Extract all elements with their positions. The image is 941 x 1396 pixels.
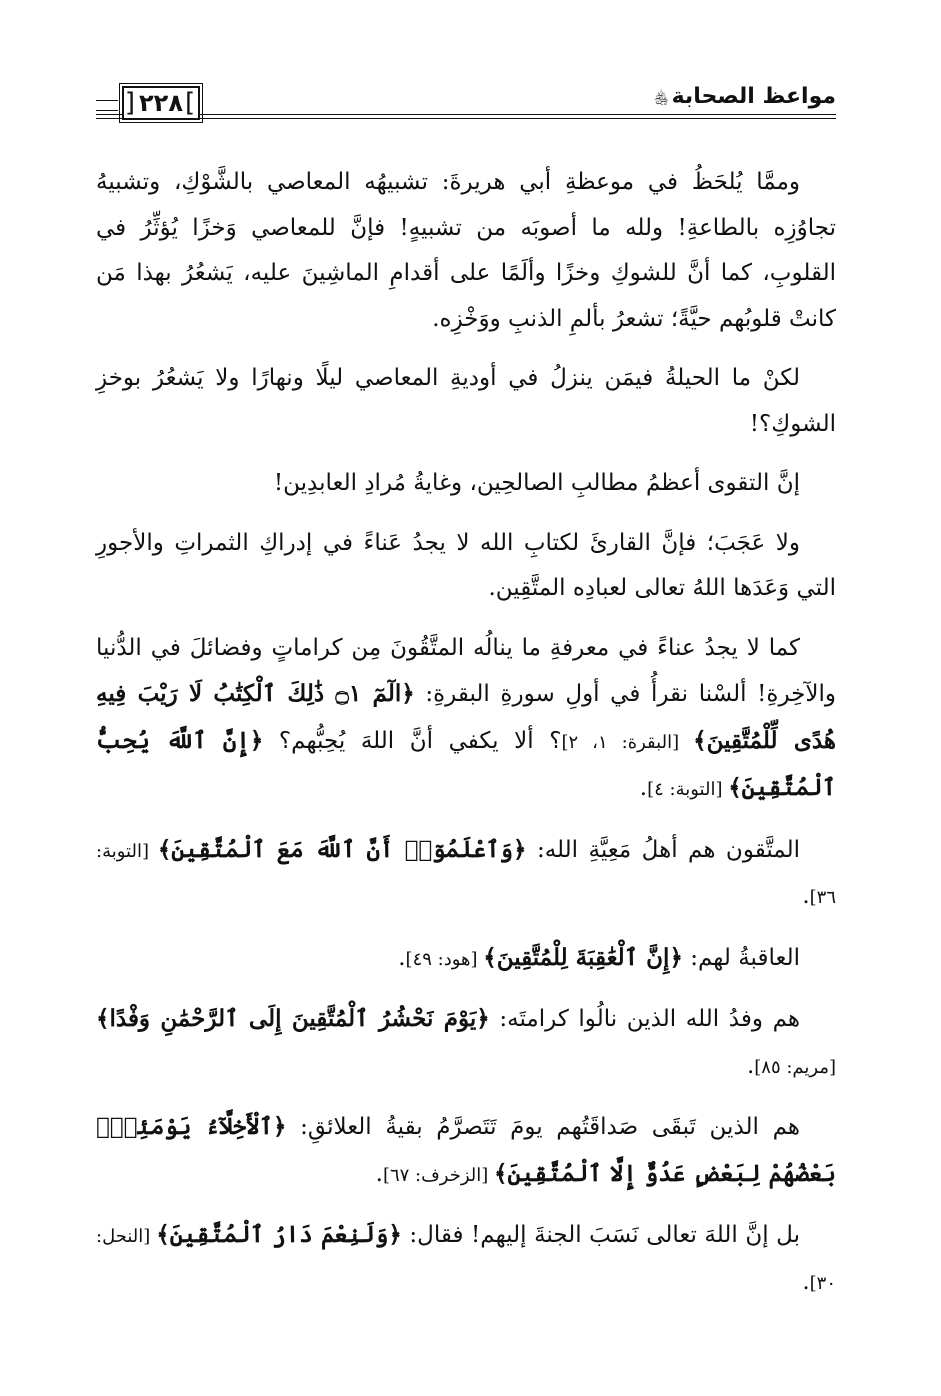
paragraph-text: ؟ ألا يكفي أنَّ اللهَ يُحِبُّهم؟ [263,727,562,754]
paragraph [96,461,836,507]
punctuation: . [639,775,648,801]
page-number-box [122,86,200,120]
running-title [653,84,836,110]
page-number: ٢٢٨ [139,89,183,117]
paragraph [96,160,836,342]
paragraph-text: إنَّ التقوى أعظمُ مطالبِ الصالحِين، وغايةُ مُرادِ العابدِين! [273,470,800,496]
book-title: مواعظ الصحابة [671,84,836,109]
verse-reference: [النحل: ٣٠] [96,1226,836,1294]
punctuation: . [398,944,406,971]
body-text [96,160,836,1306]
paragraph [96,827,836,921]
quran-verse: ﴿إِنَّ ٱللَّهَ يُحِبُّ ٱلْمُتَّقِينَ﴾ [96,726,836,801]
verse-reference: [التوبة: ٤] [647,779,729,800]
verse-reference: [البقرة: ١، ٢] [561,731,694,753]
paragraph [96,626,836,813]
paragraph [96,935,836,983]
paragraph [96,521,836,612]
paragraph [96,996,836,1090]
paragraph-text: هم الذين تَبقَى صَداقَتُهم يومَ تَتَصرَّمُ بقيةُ العلائقِ: [286,1114,800,1140]
paragraph-text: العاقبةُ لهم: [682,944,800,971]
verse-reference: [التوبة: ٣٦] [96,840,836,908]
quran-verse: ﴿وَلَنِعْمَ دَارُ ٱلْمُتَّقِينَ﴾ [156,1221,402,1248]
paragraph [96,1104,836,1198]
page-number-bracket: [ [124,88,138,118]
verse-reference: [هود: ٤٩] [405,948,484,970]
quran-verse: ﴿إِنَّ ٱلْعَٰقِبَةَ لِلْمُتَّقِينَ﴾ [483,943,683,971]
header-ornament-rules [96,100,118,111]
quran-verse: ﴿وَٱعْلَمُوٓا۟ أَنَّ ٱللَّهَ مَعَ ٱلْمُتَّقِينَ﴾ [157,835,527,863]
paragraph-text: كما لا يجدُ عناءً في معرفةِ ما ينالُه المتَّقُونَ مِن كراماتٍ وفضائلَ في الدُّنيا والآخِرةِ! ألسْنا نقرأُ في أولِ سورةِ البقرةِ: [96,634,836,707]
paragraph-text: بل إنَّ اللهَ تعالى نَسَبَ الجنةَ إليهم! فقال: [401,1222,800,1248]
quran-verse: ﴿الٓمٓ ۝١ ذَٰلِكَ ٱلْكِتَٰبُ لَا رَيْبَ فِيهِ هُدًى لِّلْمُتَّقِينَ﴾ [96,680,837,754]
punctuation: . [802,883,810,909]
header-rule [96,114,836,115]
paragraph-text: المتَّقون هم أهلُ مَعِيَّةِ الله: [526,836,800,863]
paragraph-text: ولا عَجَبَ؛ فإنَّ القارئَ لكتابِ الله لا يجدُ عَناءً في إدراكِ الثمراتِ والأجورِ التي وَعَدَها اللهُ تعالى لعبادِه المتَّقِين. [96,529,836,601]
paragraph [96,356,836,447]
punctuation: . [375,1160,383,1187]
paragraph-text: لكنْ ما الحيلةُ فيمَن ينزلُ في أوديةِ المعاصي ليلًا ونهارًا ولا يَشعُرُ بوخزِ الشوكِ؟! [96,365,836,437]
header-rule [96,118,836,119]
quran-verse: ﴿ٱلْأَخِلَّآءُ يَوْمَئِذٍۭ بَعْضُهُمْ لِبَعْضٍ عَدُوٌّ إِلَّا ٱلْمُتَّقِينَ﴾ [96,1113,836,1187]
paragraph-text: وممَّا يُلحَظُ في موعظةِ أبي هريرةَ: تشبيهُه المعاصي بالشَّوْكِ، وتشبيهُ تجاوُزِه بالطاعةِ! ولله ما أصوبَه من تشبيهٍ! فإنَّ للمعاصي وَخزًا يُؤثِّرُ في القلوبِ، كما أنَّ للشوكِ وخزًا وألَمًا على أقدامِ الماشِينَ عليه، يَشعُرُ بهذا مَن كانتْ قلوبُهم حيَّةً؛ تشعرُ بألمِ الذنبِ ووَخْزِه. [96,169,836,332]
verse-reference: [الزخرف: ٦٧] [382,1164,494,1186]
page-header [96,80,836,128]
page-number-bracket: ] [184,88,198,118]
paragraph [96,1212,836,1306]
punctuation: . [746,1052,755,1079]
quran-verse: ﴿يَوْمَ نَحْشُرُ ٱلْمُتَّقِينَ إِلَى ٱلرَّحْمَٰنِ وَفْدًا﴾ [96,1005,490,1032]
honorific-glyph: ﵃ [653,91,669,107]
punctuation: . [802,1268,810,1295]
paragraph-text: هم وفدُ الله الذين نالُوا كرامتَه: [489,1006,801,1032]
verse-reference: [مريم: ٨٥] [754,1056,836,1078]
